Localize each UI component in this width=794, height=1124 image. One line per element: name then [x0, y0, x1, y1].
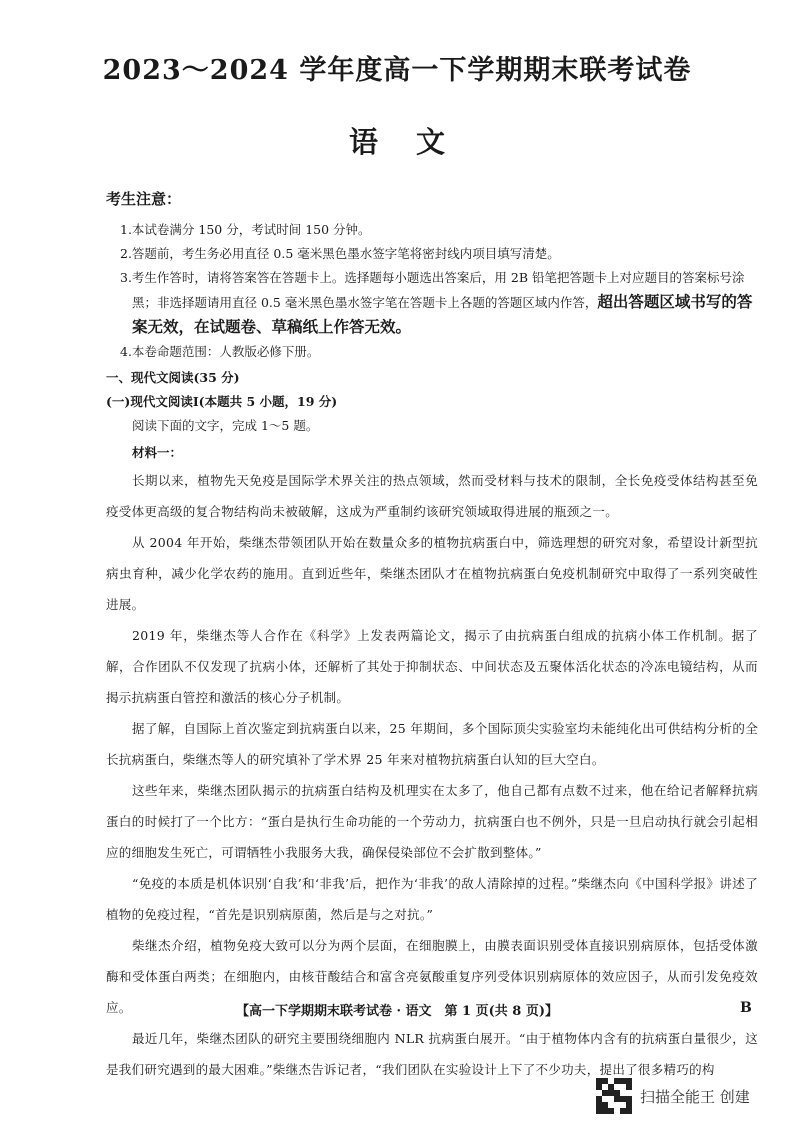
notice-item: 1.本试卷满分 150 分，考试时间 150 分钟。	[120, 222, 371, 237]
paragraph: 从 2004 年开始，柴继杰带领团队开始在数量众多的植物抗病蛋白中，筛选理想的研究对象，希望设计新型抗病虫育种，减少化学农药的施用。直到近些年，柴继杰团队才在植物抗病蛋白免疫机制研究中取得了一系列突破性进展。	[106, 535, 758, 612]
notice-item: 4.本卷命题范围：人教版必修下册。	[120, 344, 320, 359]
notice-emphasis: 超出答题区域书写的答案无效，在试题卷、草稿纸上作答无效。	[132, 292, 753, 336]
subject-title: 语文	[348, 125, 483, 159]
paragraph: 2019 年，柴继杰等人合作在《科学》上发表两篇论文，揭示了由抗病蛋白组成的抗病小体工作机制。据了解，合作团队不仅发现了抗病小体，还解析了其处于抑制状态、中间状态及五聚体活化状态的冷冻电镜结构，从而揭示抗病蛋白管控和激活的核心分子机制。	[106, 628, 758, 705]
paragraph: “免疫的本质是机体识别‘自我’和‘非我’后，把作为‘非我’的敌人清除掉的过程。”柴继杰向《中国科学报》讲述了植物的免疫过程，“首先是识别病原菌，然后是与之对抗。”	[106, 876, 758, 922]
material-label: 材料一：	[132, 445, 183, 460]
paragraph: 长期以来，植物先天免疫是国际学术界关注的热点领域，然而受材料与技术的限制，全长免疫受体结构甚至免疫受体更高级的复合物结构尚未被破解，这成为严重制约该研究领域取得进展的瓶颈之一。	[106, 473, 758, 519]
watermark-text: 扫描全能王 创建	[640, 1087, 750, 1106]
notice-item-text: 3.考生作答时，请将答案答在答题卡上。选择题每小题选出答案后，用 2B 铅笔把答题卡上对应题目的答案标号涂黑；非选择题请用直径 0.5 毫米黑色墨水签字笔在答题卡上各题的答题区域内作答，	[120, 270, 745, 310]
section-subheading: (一)现代文阅读Ⅰ(本题共 5 小题，19 分)	[106, 394, 338, 409]
scanner-watermark	[596, 1076, 750, 1116]
notice-block	[106, 188, 766, 364]
paragraph: 据了解，自国际上首次鉴定到抗病蛋白以来，25 年期间，多个国际顶尖实验室均未能纯化出可供结构分析的全长抗病蛋白，柴继杰等人的研究填补了学术界 25 年来对植物抗病蛋白认知的巨大空白。	[106, 721, 758, 767]
notice-heading: 考生注意：	[106, 190, 182, 208]
section-heading: 一、现代文阅读(35 分)	[106, 370, 240, 385]
instruction: 阅读下面的文字，完成 1～5 题。	[132, 418, 319, 433]
paragraph: 最近几年，柴继杰团队的研究主要围绕细胞内 NLR 抗病蛋白展开。“由于植物体内含有的抗病蛋白量很少，这是我们研究遇到的最大困难。”柴继杰告诉记者，“我们团队在实验设计上下了不少功夫，提出了很多精巧的构	[106, 1031, 758, 1077]
exam-title: 2023～2024 学年度高一下学期期末联考试卷	[102, 55, 692, 86]
notice-item	[106, 266, 766, 340]
page-footer: 【高一下学期期末联考试卷 · 语文 第 1 页(共 8 页)】	[235, 1004, 559, 1019]
paragraph: 这些年来，柴继杰团队揭示的抗病蛋白结构及机理实在太多了，他自己都有点数不过来，他在给记者解释抗病蛋白的时候打了一个比方：“蛋白是执行生命功能的一个劳动力，抗病蛋白也不例外，只是一旦启动执行就会引起相应的细胞发生死亡，可谓牺牲小我服务大我，确保侵染部位不会扩散到整体。”	[106, 783, 758, 860]
qr-code-icon	[596, 1078, 632, 1114]
reading-section	[106, 366, 758, 1085]
paragraph: 柴继杰介绍，植物免疫大致可以分为两个层面，在细胞膜上，由膜表面识别受体直接识别病原体，包括受体激酶和受体蛋白两类；在细胞内，由核苷酸结合和富含亮氨酸重复序列受体识别病原体的效应因子，从而引发免疫效应。	[106, 938, 758, 1015]
version-code: B	[740, 1000, 752, 1016]
notice-item: 2.答题前，考生务必用直径 0.5 毫米黑色墨水签字笔将密封线内项目填写清楚。	[120, 246, 560, 261]
